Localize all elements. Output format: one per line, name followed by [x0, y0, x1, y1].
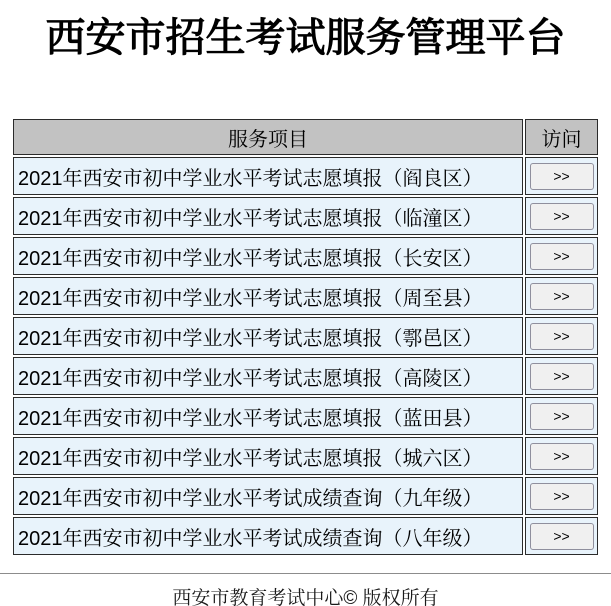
table-row	[13, 237, 598, 275]
table-row	[13, 197, 598, 235]
footer-divider	[0, 573, 611, 606]
service-name-cell: 2021年西安市初中学业水平考试志愿填报（鄠邑区）	[13, 317, 523, 355]
table-row	[13, 397, 598, 435]
table-body	[13, 157, 598, 555]
visit-cell	[525, 157, 598, 195]
column-header-visit: 访问	[525, 119, 598, 155]
visit-button[interactable]: >>	[530, 243, 594, 270]
visit-button[interactable]: >>	[530, 403, 594, 430]
service-name-cell: 2021年西安市初中学业水平考试志愿填报（高陵区）	[13, 357, 523, 395]
service-name-cell: 2021年西安市初中学业水平考试志愿填报（临潼区）	[13, 197, 523, 235]
visit-button[interactable]: >>	[530, 163, 594, 190]
footer-copyright: 西安市教育考试中心© 版权所有	[172, 588, 439, 606]
visit-cell	[525, 517, 598, 555]
page-title: 西安市招生考试服务管理平台	[45, 16, 566, 60]
visit-cell	[525, 357, 598, 395]
table-row	[13, 437, 598, 475]
table-row	[13, 317, 598, 355]
service-table	[11, 117, 600, 557]
table-header-row	[13, 119, 598, 155]
visit-cell	[525, 197, 598, 235]
visit-cell	[525, 477, 598, 515]
visit-cell	[525, 397, 598, 435]
visit-button[interactable]: >>	[530, 323, 594, 350]
column-header-service: 服务项目	[13, 119, 523, 155]
service-name-cell: 2021年西安市初中学业水平考试志愿填报（周至县）	[13, 277, 523, 315]
service-name-cell: 2021年西安市初中学业水平考试志愿填报（阎良区）	[13, 157, 523, 195]
service-name-cell: 2021年西安市初中学业水平考试志愿填报（长安区）	[13, 237, 523, 275]
visit-button[interactable]: >>	[530, 483, 594, 510]
service-name-cell: 2021年西安市初中学业水平考试志愿填报（蓝田县）	[13, 397, 523, 435]
visit-cell	[525, 237, 598, 275]
table-row	[13, 357, 598, 395]
visit-button[interactable]: >>	[530, 203, 594, 230]
service-name-cell: 2021年西安市初中学业水平考试成绩查询（九年级）	[13, 477, 523, 515]
table-row	[13, 157, 598, 195]
visit-button[interactable]: >>	[530, 363, 594, 390]
visit-button[interactable]: >>	[530, 443, 594, 470]
visit-button[interactable]: >>	[530, 523, 594, 550]
visit-cell	[525, 317, 598, 355]
table-row	[13, 517, 598, 555]
service-name-cell: 2021年西安市初中学业水平考试成绩查询（八年级）	[13, 517, 523, 555]
visit-cell	[525, 277, 598, 315]
table-row	[13, 277, 598, 315]
visit-button[interactable]: >>	[530, 283, 594, 310]
visit-cell	[525, 437, 598, 475]
table-row	[13, 477, 598, 515]
service-name-cell: 2021年西安市初中学业水平考试志愿填报（城六区）	[13, 437, 523, 475]
